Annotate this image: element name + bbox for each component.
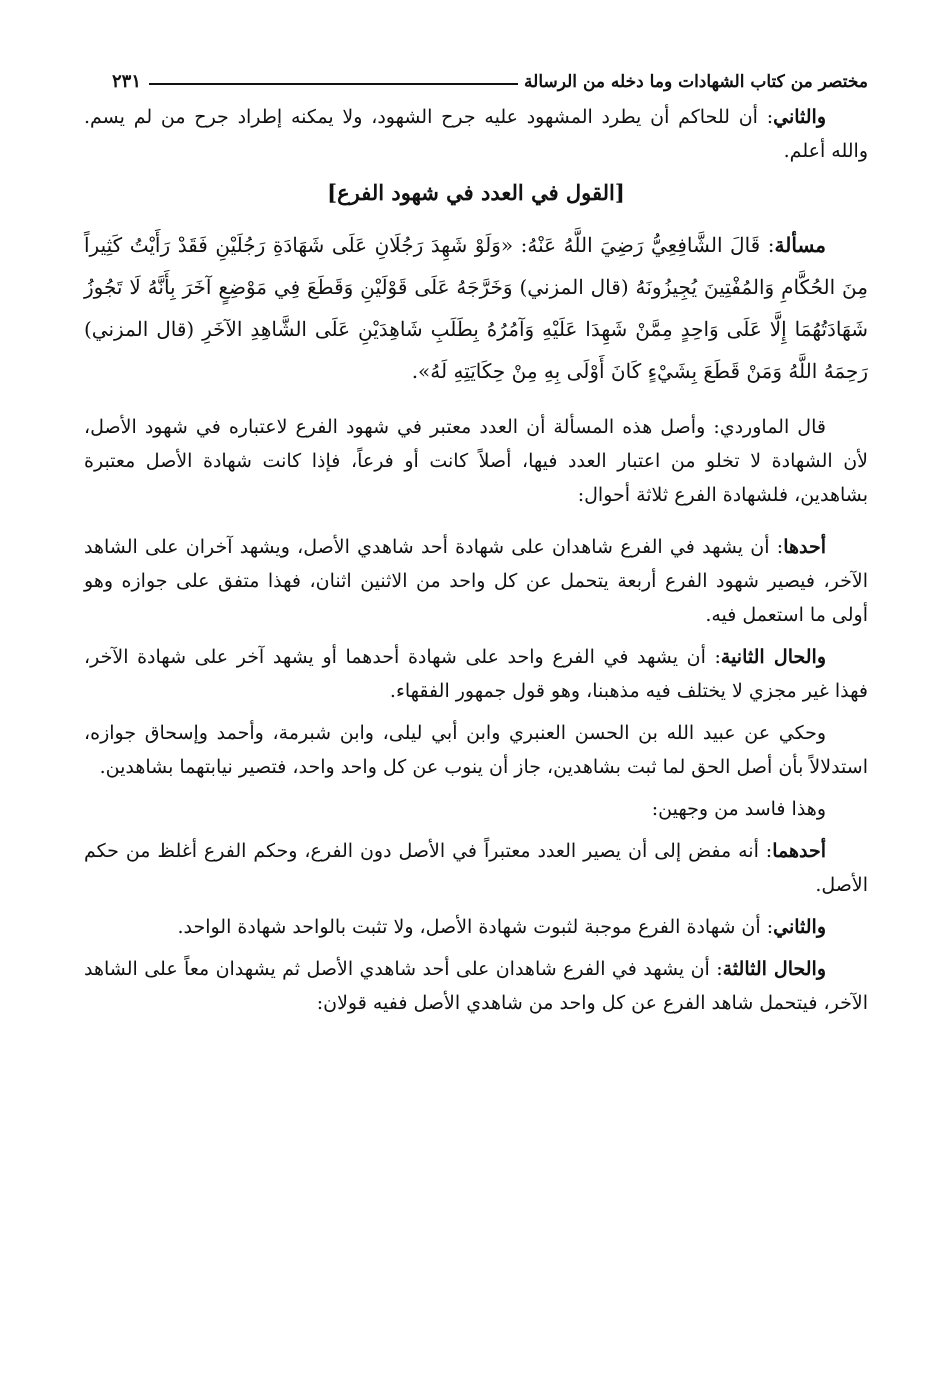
paragraph-lead: والثاني bbox=[773, 106, 826, 128]
paragraph-text: : أن يشهد في الفرع واحد على شهادة أحدهما أو يشهد آخر على شهادة الآخر، فهذا غير مجزي لا يختلف فيه مذهبنا، وهو قول جمهور الفقهاء. bbox=[84, 646, 868, 702]
paragraph-text: : أنه مفض إلى أن يصير العدد معتبراً في الأصل دون الفرع، وحكم الفرع أغلظ من حكم الأصل. bbox=[84, 840, 868, 896]
paragraph-text: : أن يشهد في الفرع شاهدان على أحد شاهدي الأصل ثم يشهدان معاً على الشاهد الآخر، فيتحمل شاهد الفرع عن كل واحد من شاهدي الأصل ففيه قولان: bbox=[84, 958, 868, 1014]
paragraph-lead: أحدها bbox=[783, 536, 826, 558]
paragraph-text: : أن شهادة الفرع موجبة لثبوت شهادة الأصل، ولا تثبت بالواحد شهادة الواحد. bbox=[177, 916, 774, 938]
paragraph-second-case bbox=[84, 640, 868, 708]
paragraph-masala-quote bbox=[84, 224, 868, 392]
page-number: ٢٣١ bbox=[112, 71, 142, 92]
paragraph-mawardi: قال الماوردي: وأصل هذه المسألة أن العدد معتبر في شهود الفرع لاعتباره في شهود الأصل، لأن الشهادة لا تخلو من اعتبار العدد فيها، أصلاً كانت أو فرعاً، فإذا كانت شهادة الأصل معتبرة بشاهدين، فلشهادة الفرع ثلاثة أحوال: bbox=[84, 416, 868, 506]
paragraph-second-objection bbox=[84, 910, 868, 944]
running-header bbox=[112, 62, 868, 92]
paragraph-lead: أحدهما bbox=[772, 840, 826, 862]
section-heading: [القول في العدد في شهود الفرع] bbox=[327, 180, 625, 205]
page-body bbox=[84, 100, 868, 1020]
paragraph-second-point bbox=[84, 100, 868, 168]
paragraph-two-objections: وهذا فاسد من وجهين: bbox=[651, 798, 826, 820]
paragraph-reported-opinion: وحكي عن عبيد الله بن الحسن العنبري وابن أبي ليلى، وابن شبرمة، وأحمد وإسحاق جوازه، استدلالاً بأن أصل الحق لما ثبت بشاهدين، جاز أن ينوب عن كل واحد واحد، فتصير نيابتهما بشاهدين. bbox=[84, 722, 868, 778]
paragraph-first-case bbox=[84, 530, 868, 632]
paragraph-text: : أن للحاكم أن يطرد المشهود عليه جرح الشهود، ولا يمكنه إطراد جرح من لم يسم. والله أعلم. bbox=[84, 106, 868, 162]
paragraph-lead: مسألة bbox=[774, 233, 826, 257]
paragraph-third-case bbox=[84, 952, 868, 1020]
header-rule bbox=[149, 83, 518, 85]
paragraph-text: : قَالَ الشَّافِعِيُّ رَضِيَ اللَّهُ عَنْهُ: «وَلَوْ شَهِدَ رَجُلَانِ عَلَى شَهَادَةِ رَجُلَيْنِ فَقَدْ رَأَيْتُ كَثِيراً مِنَ الحُكَّامِ وَالمُفْتِينَ يُجِيزُونَهُ (قال المزني) وَخَرَّجَهُ عَلَى قَوْلَيْنِ وَقَطَعَ فِي مَوْضِعٍ آخَرَ بِأَنَّهُ لَا تَجُوزُ شَهَادَتُهُمَا إِلَّا عَلَى وَاحِدٍ مِمَّنْ شَهِدَا عَلَيْهِ وَآمُرُهُ بِطَلَبِ شَاهِدَيْنِ عَلَى الشَّاهِدِ الآخَرِ (قال المزني) رَحِمَهُ اللَّهُ وَمَنْ قَطَعَ بِشَيْءٍ كَانَ أَوْلَى بِهِ مِنْ حِكَايَتِهِ لَهُ». bbox=[84, 233, 868, 383]
paragraph-text: : أن يشهد في الفرع شاهدان على شهادة أحد شاهدي الأصل، ويشهد آخران على الشاهد الآخر، فيصير شهود الفرع أربعة يتحمل عن كل واحد من الاثنين اثنان، فهذا متفق على جوازه وهو أولى ما استعمل فيه. bbox=[84, 536, 868, 626]
paragraph-lead: والحال الثالثة bbox=[722, 958, 826, 980]
running-header-title: مختصر من كتاب الشهادات وما دخله من الرسالة bbox=[524, 72, 868, 92]
paragraph-first-objection bbox=[84, 834, 868, 902]
paragraph-lead: والثاني bbox=[773, 916, 826, 938]
paragraph-lead: والحال الثانية bbox=[720, 646, 826, 668]
